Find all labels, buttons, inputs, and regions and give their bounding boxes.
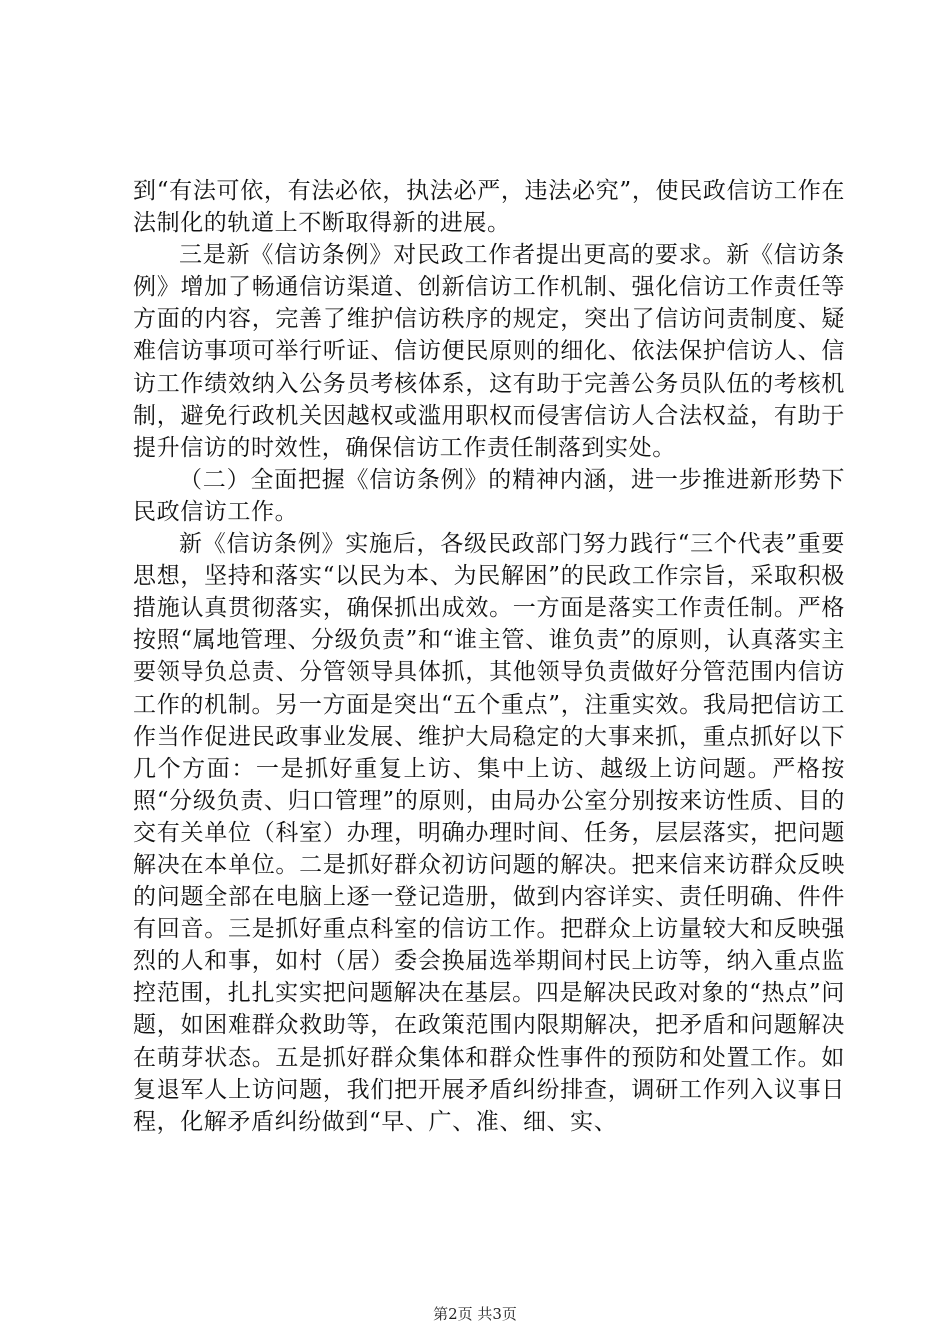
- paragraph-implementation: 新《信访条例》实施后，各级民政部门努力践行“三个代表”重要思想，坚持和落实“以民为本、为民解困”的民政工作宗旨，采取积极措施认真贯彻落实，确保抓出成效。一方面是落实工作责任制。严格按照“属地管理、分级负责”和“谁主管、谁负责”的原则，认真落实主要领导负总责、分管领导具体抓，其他领导负责做好分管范围内信访工作的机制。另一方面是突出“五个重点”，注重实效。我局把信访工作当作促进民政事业发展、维护大局稳定的大事来抓，重点抓好以下几个方面：一是抓好重复上访、集中上访、越级上访问题。严格按照“分级负责、归口管理”的原则，由局办公室分别按来访性质、目的交有关单位（科室）办理，明确办理时间、任务，层层落实，把问题解决在本单位。二是抓好群众初访问题的解决。把来信来访群众反映的问题全部在电脑上逐一登记造册，做到内容详实、责任明确、件件有回音。三是抓好重点科室的信访工作。把群众上访量较大和反映强烈的人和事，如村（居）委会换届选举期间村民上访等，纳入重点监控范围，扎扎实实把问题解决在基层。四是解决民政对象的“热点”问题，如困难群众救助等，在政策范围内限期解决，把矛盾和问题解决在萌芽状态。五是抓好群众集体和群众性事件的预防和处置工作。如复退军人上访问题，我们把开展矛盾纠纷排查，调研工作列入议事日程，化解矛盾纠纷做到“早、广、准、细、实、: [133, 531, 845, 1135]
- section-heading-2: （二）全面把握《信访条例》的精神内涵，进一步推进新形势下民政信访工作。: [133, 466, 845, 525]
- document-body: [133, 175, 845, 1138]
- paragraph-requirements: 三是新《信访条例》对民政工作者提出更高的要求。新《信访条例》增加了畅通信访渠道、创新信访工作机制、强化信访工作责任等方面的内容，完善了维护信访秩序的规定，突出了信访问责制度、疑难信访事项可举行听证、信访便民原则的细化、依法保护信访人、信访工作绩效纳入公务员考核体系，这有助于完善公务员队伍的考核机制，避免行政机关因越权或滥用职权而侵害信访人合法权益，有助于提升信访的时效性，确保信访工作责任制落到实处。: [133, 242, 845, 461]
- page-number-footer: 第2页 共3页: [433, 1305, 517, 1323]
- paragraph-continuation: 到“有法可依，有法必依，执法必严，违法必究”，使民政信访工作在法制化的轨道上不断取得新的进展。: [133, 178, 845, 237]
